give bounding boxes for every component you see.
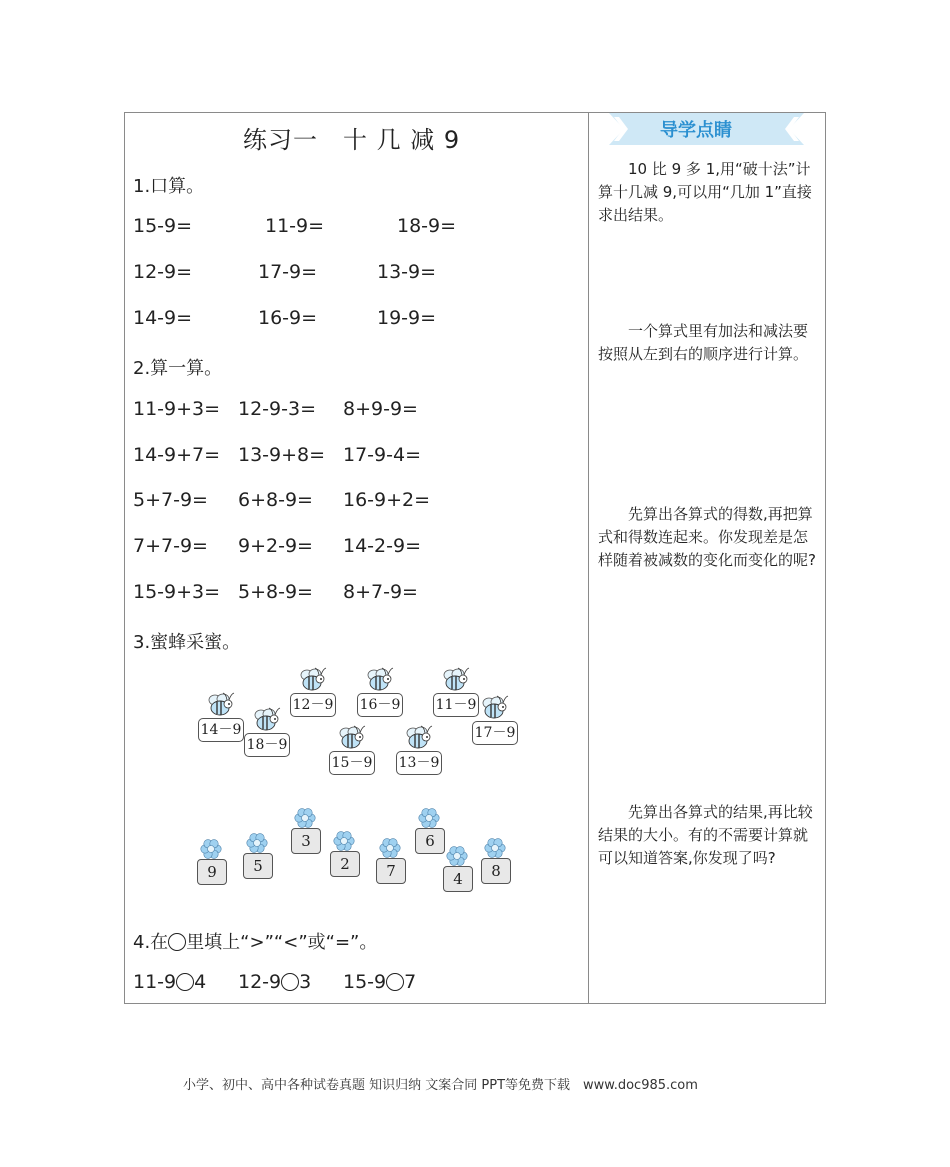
- flower-icon: [417, 807, 441, 829]
- bee-card[interactable]: 18－9: [244, 733, 290, 757]
- flower-card[interactable]: 5: [243, 853, 273, 879]
- q2-item: 9+2-9=: [238, 535, 313, 557]
- q2-item: 13-9+8=: [238, 444, 326, 466]
- bee-card[interactable]: 13－9: [396, 751, 442, 775]
- q1-item: 13-9=: [377, 261, 437, 283]
- flower-icon: [378, 837, 402, 859]
- flower-card[interactable]: 6: [415, 828, 445, 854]
- q4-right: 4: [194, 971, 207, 993]
- bee-icon: [480, 694, 510, 720]
- flower-icon: [483, 837, 507, 859]
- q2-item: 5+7-9=: [133, 489, 208, 511]
- bee-icon: [298, 666, 328, 692]
- flower-card[interactable]: 2: [330, 851, 360, 877]
- q2-item: 6+8-9=: [238, 489, 313, 511]
- flower-card[interactable]: 9: [197, 859, 227, 885]
- banner-title: 导学点睛: [660, 120, 732, 141]
- flower-card[interactable]: 7: [376, 858, 406, 884]
- q1-item: 11-9=: [265, 215, 325, 237]
- bee-card[interactable]: 15－9: [329, 751, 375, 775]
- q2-item: 11-9+3=: [133, 398, 221, 420]
- flower-card[interactable]: 4: [443, 866, 473, 892]
- footer-text: 小学、初中、高中各种试卷真题 知识归纳 文案合同 PPT等免费下载 www.doc985.com: [183, 1078, 698, 1093]
- flower-icon: [445, 845, 469, 867]
- q1-heading: 1.口算。: [133, 176, 205, 197]
- flower-card[interactable]: 3: [291, 828, 321, 854]
- q4-left: 15-9: [343, 971, 387, 993]
- page-title: 练习一 十 几 减 9: [243, 126, 461, 154]
- q2-heading: 2.算一算。: [133, 358, 223, 379]
- q4-heading-post: 里填上“>”“<”或“=”。: [186, 932, 378, 953]
- bee-card[interactable]: 11－9: [433, 693, 479, 717]
- q2-item: 8+9-9=: [343, 398, 418, 420]
- answer-circle[interactable]: [176, 973, 194, 991]
- q1-item: 18-9=: [397, 215, 457, 237]
- q2-item: 16-9+2=: [343, 489, 431, 511]
- q4-item: [238, 971, 311, 993]
- q1-item: 19-9=: [377, 307, 437, 329]
- q2-item: 14-9+7=: [133, 444, 221, 466]
- q4-left: 11-9: [133, 971, 177, 993]
- bee-icon: [441, 666, 471, 692]
- q2-item: 8+7-9=: [343, 581, 418, 603]
- q2-item: 14-2-9=: [343, 535, 421, 557]
- q4-heading: [133, 928, 377, 954]
- bee-card[interactable]: 17－9: [472, 721, 518, 745]
- tip-2: 一个算式里有加法和减法要按照从左到右的顺序进行计算。: [598, 322, 809, 363]
- tip-3: 先算出各算式的得数,再把算式和得数连起来。你发现差是怎样随着被减数的变化而变化的呢?: [598, 505, 816, 569]
- flower-icon: [293, 807, 317, 829]
- q4-item: [343, 971, 416, 993]
- answer-circle[interactable]: [281, 973, 299, 991]
- q3-heading: 3.蜜蜂采蜜。: [133, 632, 241, 653]
- q2-item: 17-9-4=: [343, 444, 421, 466]
- tip-4: 先算出各算式的结果,再比较结果的大小。有的不需要计算就可以知道答案,你发现了吗?: [598, 803, 813, 867]
- bee-icon: [365, 666, 395, 692]
- bee-icon: [337, 724, 367, 750]
- q1-item: 12-9=: [133, 261, 193, 283]
- circle-icon: [168, 933, 186, 951]
- q2-item: 7+7-9=: [133, 535, 208, 557]
- flower-icon: [199, 838, 223, 860]
- q4-item: [133, 971, 206, 993]
- flower-card[interactable]: 8: [481, 858, 511, 884]
- q2-item: 15-9+3=: [133, 581, 221, 603]
- q1-item: 15-9=: [133, 215, 193, 237]
- flower-icon: [245, 832, 269, 854]
- bee-icon: [252, 706, 282, 732]
- flower-icon: [332, 830, 356, 852]
- q2-item: 5+8-9=: [238, 581, 313, 603]
- column-divider: [588, 112, 589, 1004]
- tip-1: 10 比 9 多 1,用“破十法”计算十几减 9,可以用“几加 1”直接求出结果。: [598, 160, 812, 224]
- q4-right: 7: [404, 971, 417, 993]
- q2-item: 12-9-3=: [238, 398, 316, 420]
- q4-left: 12-9: [238, 971, 282, 993]
- bee-card[interactable]: 12－9: [290, 693, 336, 717]
- bee-icon: [404, 724, 434, 750]
- answer-circle[interactable]: [386, 973, 404, 991]
- q1-item: 16-9=: [258, 307, 318, 329]
- q4-heading-pre: 4.在: [133, 932, 169, 953]
- bee-card[interactable]: 14－9: [198, 718, 244, 742]
- q4-right: 3: [299, 971, 312, 993]
- q1-item: 14-9=: [133, 307, 193, 329]
- q1-item: 17-9=: [258, 261, 318, 283]
- bee-icon: [206, 691, 236, 717]
- bee-card[interactable]: 16－9: [357, 693, 403, 717]
